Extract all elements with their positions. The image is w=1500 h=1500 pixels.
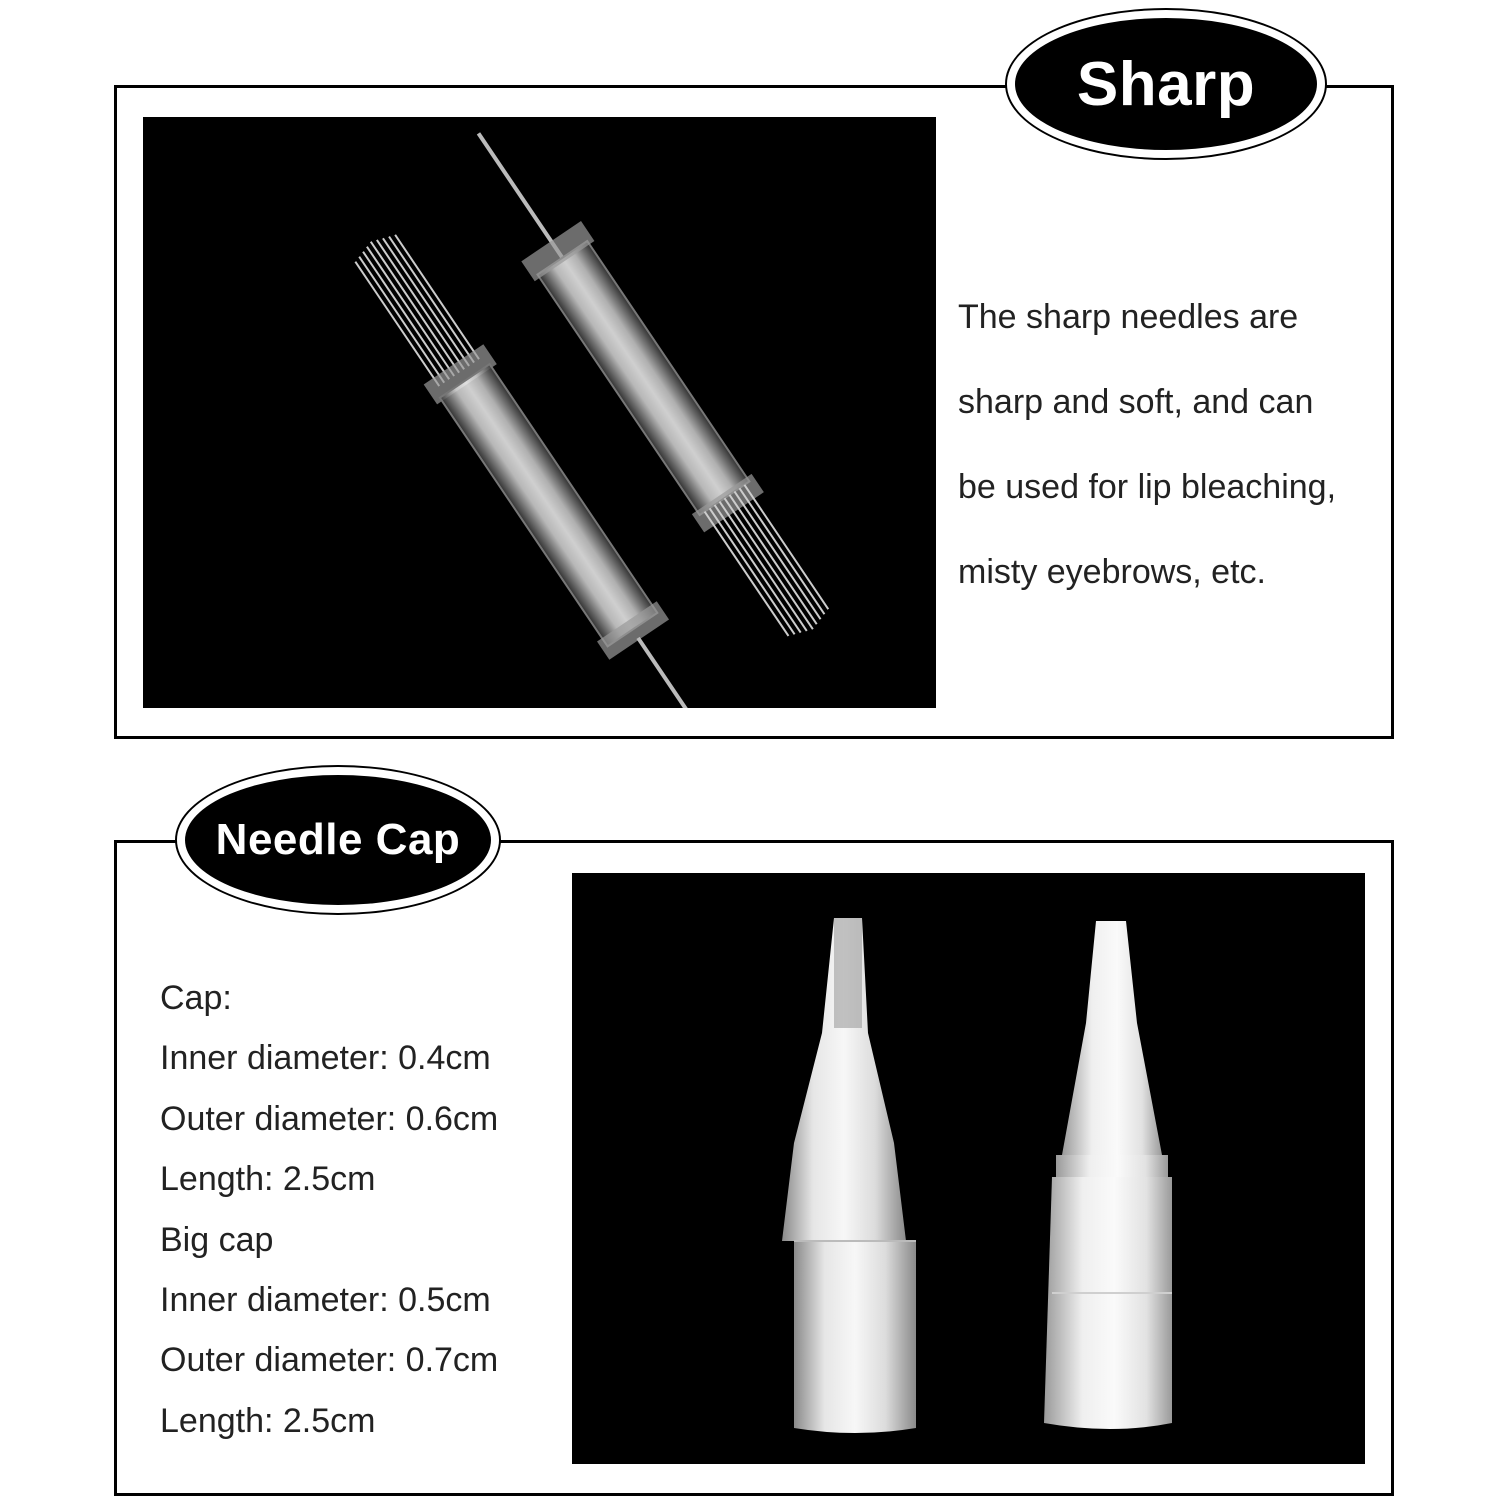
spec-line: Big cap: [160, 1220, 274, 1259]
caps-illustration: [572, 873, 1365, 1464]
cap-left: [782, 918, 916, 1433]
needles-illustration: [143, 117, 936, 708]
description-line: be used for lip bleaching,: [958, 468, 1337, 506]
spec-line: Inner diameter: 0.4cm: [160, 1039, 491, 1078]
sharp-description: [958, 275, 1388, 615]
spec-line: Inner diameter: 0.5cm: [160, 1281, 491, 1320]
spec-line: Outer diameter: 0.7cm: [160, 1341, 499, 1380]
description-line: sharp and soft, and can: [958, 383, 1314, 421]
spec-line: Cap:: [160, 979, 232, 1017]
cap-right: [1044, 921, 1172, 1429]
spec-line: Length: 2.5cm: [160, 1160, 376, 1199]
spec-line: Outer diameter: 0.6cm: [160, 1099, 499, 1138]
needles-photo: [143, 117, 936, 708]
description-line: The sharp needles are: [958, 298, 1299, 336]
description-line: misty eyebrows, etc.: [958, 553, 1266, 591]
caps-photo: [572, 873, 1365, 1464]
needle-cap-badge: Needle Cap: [185, 775, 491, 905]
sharp-badge-outline: [1005, 8, 1327, 160]
needle-cap-badge-outline: [175, 765, 501, 915]
sharp-badge: Sharp: [1015, 18, 1317, 150]
cap-specs: [160, 968, 498, 1451]
spec-line: Length: 2.5cm: [160, 1401, 376, 1440]
